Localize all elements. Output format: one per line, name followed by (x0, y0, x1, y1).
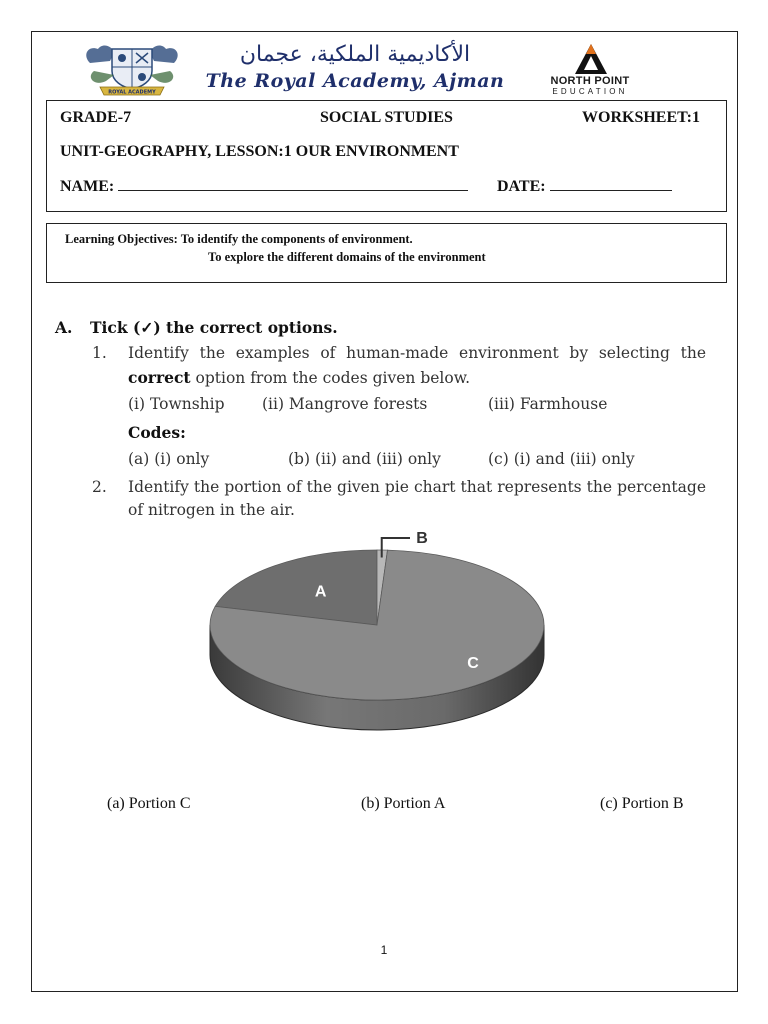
grade-label: GRADE-7 (60, 109, 132, 126)
pie-label-c: C (467, 655, 479, 672)
name-label: NAME: (60, 178, 115, 195)
q1-item-1: (i) Township (128, 395, 225, 413)
partner-name: NORTH POINT (550, 75, 630, 87)
q2-line-2: of nitrogen in the air. (128, 501, 295, 519)
partner-subtitle: EDUCATION (552, 87, 628, 96)
q1-number: 1. (92, 344, 107, 362)
q2-option-c[interactable]: (c) Portion B (600, 795, 684, 812)
worksheet-info-box (46, 100, 727, 212)
objective-line-2: To explore the different domains of the environment (208, 250, 486, 264)
q2-option-a[interactable]: (a) Portion C (107, 795, 191, 812)
q1-line-2: option from the codes given below. (195, 369, 471, 387)
q1-correct-word: correct (128, 368, 191, 387)
q2-number: 2. (92, 478, 107, 496)
q1-item-3: (iii) Farmhouse (488, 395, 608, 413)
pie-label-b: B (416, 530, 428, 547)
section-a-heading: Tick (✓) the correct options. (90, 318, 338, 337)
objective-line-1: Learning Objectives: To identify the components of environment. (65, 232, 413, 246)
date-label: DATE: (497, 178, 546, 195)
unit-label: UNIT-GEOGRAPHY, LESSON:1 OUR ENVIRONMENT (60, 143, 459, 160)
pie-label-a: A (314, 583, 327, 601)
q1-item-2: (ii) Mangrove forests (262, 395, 428, 413)
north-point-triangle-icon (575, 44, 607, 74)
q1-codes-label: Codes: (128, 423, 186, 442)
nitrogen-pie-chart (200, 524, 560, 740)
school-name-english: The Royal Academy, Ajman (205, 70, 505, 92)
subject-label: SOCIAL STUDIES (320, 109, 453, 126)
date-blank-line[interactable] (550, 175, 672, 191)
q2-option-b[interactable]: (b) Portion A (361, 795, 446, 812)
q1-line-1: Identify the examples of human-made environment by selecting the (128, 344, 706, 362)
q1-code-c[interactable]: (c) (i) and (iii) only (488, 450, 635, 468)
crest-banner-text: ROYAL ACADEMY (108, 89, 156, 96)
school-name-arabic: الأكاديمية الملكية، عجمان (239, 42, 471, 67)
royal-academy-crest-logo (80, 41, 184, 97)
learning-objectives-box (46, 223, 727, 283)
north-point-logo (538, 44, 642, 96)
page-number: 1 (380, 943, 388, 957)
q1-code-b[interactable]: (b) (ii) and (iii) only (288, 450, 441, 468)
q1-code-a[interactable]: (a) (i) only (128, 450, 210, 468)
name-blank-line[interactable] (118, 175, 468, 191)
worksheet-label: WORKSHEET:1 (582, 109, 700, 126)
section-a-marker: A. (55, 318, 73, 337)
q2-line-1: Identify the portion of the given pie chart that represents the percentage (128, 478, 706, 496)
